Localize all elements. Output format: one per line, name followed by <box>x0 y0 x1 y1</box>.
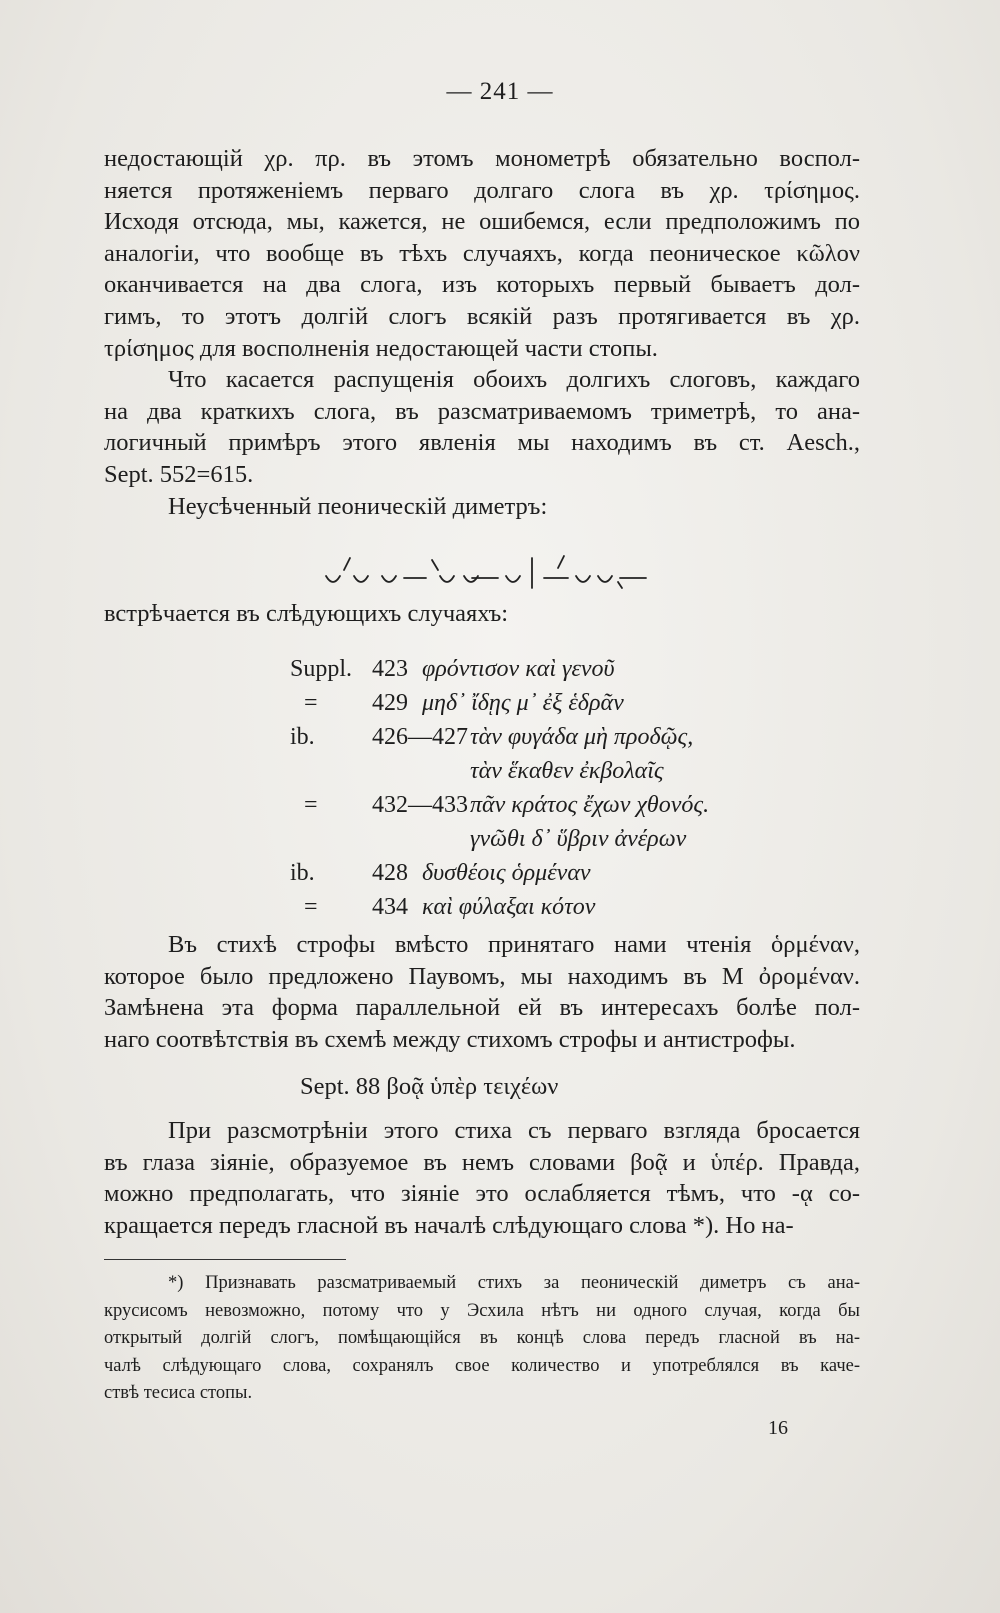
paragraph-3-text: Неусѣченный пеоническій диметръ: <box>168 493 548 520</box>
citation-row <box>290 788 850 822</box>
text-line: *) Признавать разсматриваемый стихъ за пеоническій диметръ съ ана- <box>168 1273 860 1293</box>
text-line: При разсмотрѣніи этого стиха съ перваго взгляда бросается <box>168 1117 860 1144</box>
paragraph-4 <box>104 598 860 630</box>
citation-row <box>290 720 850 754</box>
paragraph-6-text <box>104 1115 860 1241</box>
page-number: — 241 — <box>446 78 554 105</box>
citation-ref: = <box>304 690 318 716</box>
text-line: Исходя отсюда, мы, кажется, не ошибемся, если предположимъ по <box>104 208 860 236</box>
citation-row <box>290 856 850 890</box>
text-line: кращается передъ гласной въ началѣ слѣдующаго слова *). Но на- <box>104 1211 794 1239</box>
text-line: недостающій χρ. πρ. въ этомъ монометрѣ обязательно воспол- <box>104 145 860 172</box>
citation-number: 428 <box>372 860 408 886</box>
text-line: крусисомъ невозможно, потому что у Эсхила нѣтъ ни одного случая, когда бы <box>104 1300 860 1321</box>
signature-mark: 16 <box>768 1417 788 1439</box>
text-line: τρίσημος для восполненія недостающей части стопы. <box>104 334 658 362</box>
citation-greek-text: μηδ᾽ ἴδῃς μ᾽ ἐξ ἑδρᾶν <box>422 690 624 716</box>
text-line: няется протяженіемъ перваго долгаго слога въ χρ. τρίσημος. <box>104 176 860 204</box>
text-line: которое было предложено Паувомъ, мы находимъ въ M ὀρομέναν. <box>104 962 860 990</box>
paragraph-1 <box>104 143 860 364</box>
text-line: Замѣнена эта форма параллельной ей въ интересахъ болѣе пол- <box>104 994 860 1022</box>
citation-ref: Suppl. <box>290 656 353 682</box>
paragraph-5 <box>104 929 860 1055</box>
paragraph-2-text <box>104 364 860 490</box>
citation-row <box>290 890 850 924</box>
text-line: можно предполагать, что зіяніе это ослабляется тѣмъ, что -ᾳ со- <box>104 1180 860 1208</box>
text-line: Sept. 552=615. <box>104 460 254 488</box>
citation-number: 432—433 <box>372 792 468 818</box>
citation-row <box>290 822 850 856</box>
text-line: оканчивается на два слога, изъ которыхъ первый бываетъ дол- <box>104 271 860 299</box>
text-line: гимъ, то этотъ долгій слогъ всякій разъ протягивается въ χρ. <box>104 302 860 330</box>
citation-greek-text: καὶ φύλαξαι κότον <box>422 894 596 920</box>
paragraph-4-text: встрѣчается въ слѣдующихъ случаяхъ: <box>104 600 509 627</box>
citation-ref: ib. <box>290 724 315 750</box>
citation-row <box>290 754 850 788</box>
citation-row <box>290 686 850 720</box>
text-line: Что касается распущенія обоихъ долгихъ слоговъ, каждаго <box>168 366 860 393</box>
paragraph-6 <box>104 1115 860 1241</box>
footnote-rule <box>104 1259 346 1260</box>
citation-greek-text: τὰν ἕκαθεν ἐκβολαῖς <box>470 758 664 784</box>
citation-ref: ib. <box>290 860 315 886</box>
citation-greek-text: πᾶν κράτος ἔχων χθονός. <box>470 792 710 818</box>
citation-row <box>290 652 850 686</box>
text-line: ствѣ тесиса стопы. <box>104 1383 253 1403</box>
metrical-scheme <box>322 548 652 594</box>
citation-ref: = <box>304 792 318 818</box>
citation-ref: = <box>304 894 318 920</box>
citation-number: 423 <box>372 656 408 682</box>
paragraph-5-text <box>104 929 860 1055</box>
citation-greek-text: φρόντισον καὶ γενοῦ <box>422 656 615 682</box>
text-line: открытый долгій слогъ, помѣщающійся въ концѣ слова передъ гласной въ на- <box>104 1328 860 1348</box>
paragraph-2 <box>104 364 860 490</box>
paragraph-1-text <box>104 143 860 364</box>
citation-greek-text: γνῶθι δ᾽ ὕβριν ἀνέρων <box>470 826 687 852</box>
citation-number: 434 <box>372 894 408 920</box>
citation-number: 426—427 <box>372 724 468 750</box>
footnote <box>104 1270 860 1408</box>
text-line: наго соотвѣтствія въ схемѣ между стихомъ строфы и антистрофы. <box>104 1025 796 1053</box>
citation-list <box>290 652 850 924</box>
citation-greek-text: τὰν φυγάδα μὴ προδῷς, <box>470 724 694 750</box>
citation-number: 429 <box>372 690 408 716</box>
text-line: Въ стихѣ строфы вмѣсто принятаго нами чтенія ὁρμέναν, <box>168 931 860 958</box>
text-line: логичный примѣръ этого явленія мы находимъ въ ст. Aesch., <box>104 429 860 457</box>
citation-greek-text: δυσθέοις ὁρμέναν <box>422 860 591 886</box>
paragraph-3 <box>104 491 860 523</box>
sept-citation: Sept. 88 βοᾷ ὑπὲρ τειχέων <box>300 1073 559 1100</box>
text-line: чалѣ слѣдующаго слова, сохранялъ свое количество и употреблялся въ каче- <box>104 1355 860 1376</box>
text-line: аналогіи, что вообще въ тѣхъ случаяхъ, когда пеоническое κῶλον <box>104 239 860 267</box>
text-line: на два краткихъ слога, въ разсматриваемомъ триметрѣ, то ана- <box>104 397 860 425</box>
text-line: въ глаза зіяніе, образуемое въ немъ словами βοᾷ и ὑπέρ. Правда, <box>104 1148 860 1176</box>
